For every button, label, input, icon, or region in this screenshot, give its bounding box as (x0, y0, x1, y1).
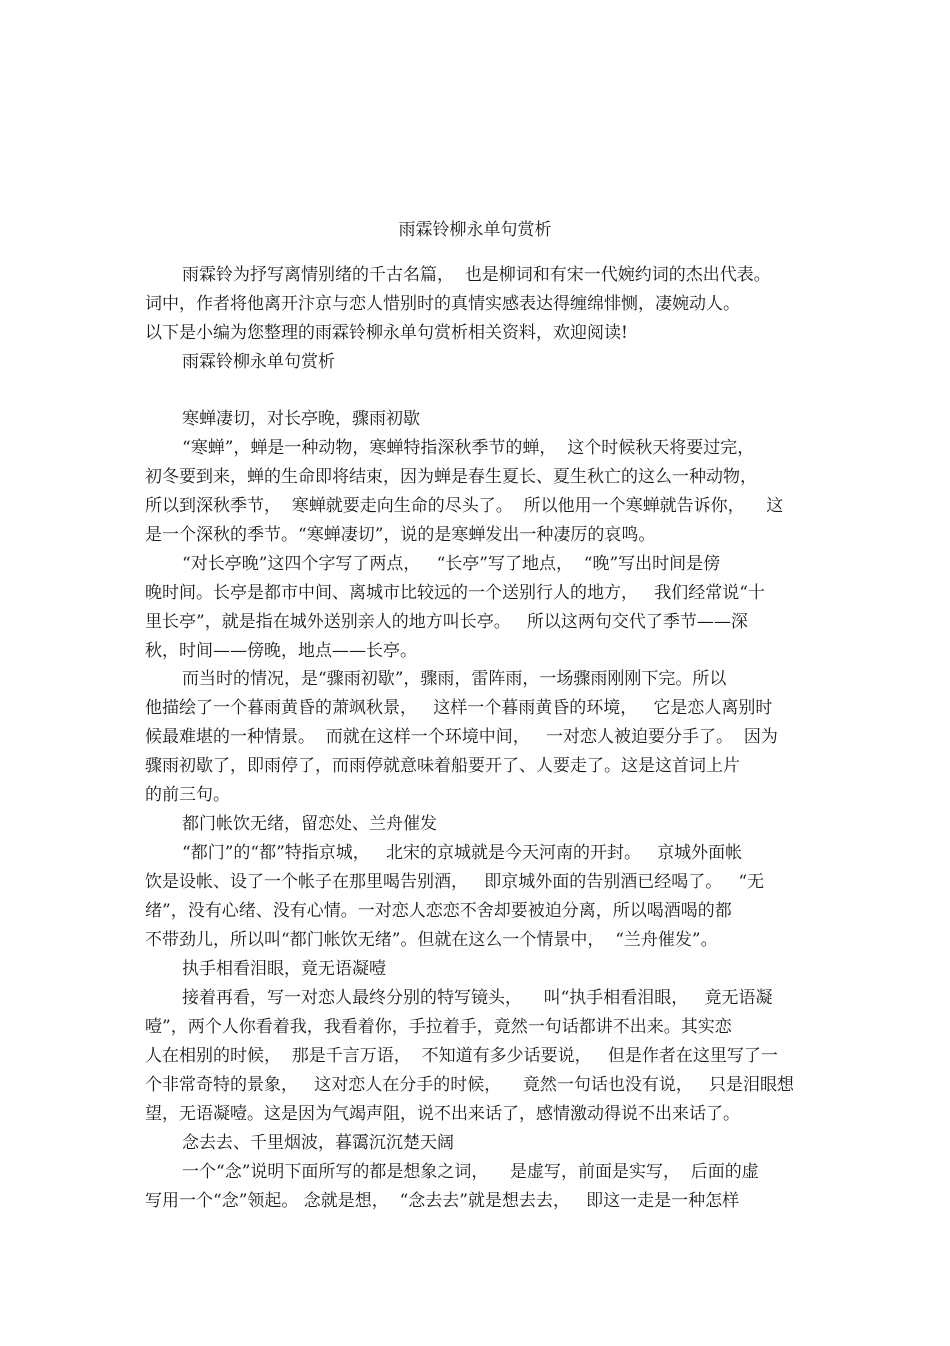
paragraph-line: 是一个深秋的季节。“寒蝉凄切”，说的是寒蝉发出一种凄厉的哀鸣。 (145, 525, 656, 545)
paragraph-line: 他描绘了一个暮雨黄昏的萧飒秋景， 这样一个暮雨黄昏的环境， 它是恋人离别时 (145, 698, 773, 718)
paragraph-line: 候最难堪的一种情景。 而就在这样一个环境中间， 一对恋人被迫要分手了。 因为 (145, 727, 778, 747)
paragraph-line: 写用一个“念”领起。 念就是想， “念去去”就是想去去， 即这一走是一种怎样 (145, 1191, 740, 1211)
paragraph-line: 词中，作者将他离开汴京与恋人惜别时的真情实感表达得缠绵悱恻，凄婉动人。 (145, 294, 740, 314)
paragraph-line: 以下是小编为您整理的雨霖铃柳永单句赏析相关资料，欢迎阅读! (145, 323, 628, 343)
subheading: 执手相看泪眼，竟无语凝噎 (182, 959, 386, 979)
paragraph-line: 初冬要到来，蝉的生命即将结束，因为蝉是春生夏长、夏生秋亡的这么一种动物， (145, 467, 757, 487)
paragraph-line: 不带劲儿，所以叫“都门帐饮无绪”。但就在这么一个情景中， “兰舟催发”。 (145, 930, 718, 950)
paragraph-line: “寒蝉”，蝉是一种动物，寒蝉特指深秋季节的蝉， 这个时候秋天将要过完， (182, 438, 755, 458)
subheading: 都门帐饮无绪，留恋处、兰舟催发 (182, 814, 437, 834)
paragraph-line: 雨霖铃为抒写离情别绪的千古名篇， 也是柳词和有宋一代婉约词的杰出代表。 (182, 265, 771, 285)
paragraph-line: “对长亭晚”这四个字写了两点， “长亭”写了地点， “晚”写出时间是傍 (182, 554, 721, 574)
subheading: 雨霖铃柳永单句赏析 (182, 352, 335, 372)
paragraph-line: 骤雨初歇了，即雨停了，而雨停就意味着船要开了、人要走了。这是这首词上片 (145, 756, 740, 776)
paragraph-line: 饮是设帐、设了一个帐子在那里喝告别酒， 即京城外面的告别酒已经喝了。 “无 (145, 872, 765, 892)
paragraph-line: 晚时间。长亭是都市中间、离城市比较远的一个送别行人的地方， 我们经常说“十 (145, 583, 765, 603)
paragraph-line: 而当时的情况，是“骤雨初歇”，骤雨，雷阵雨，一场骤雨刚刚下完。所以 (182, 669, 727, 689)
paragraph-line: 所以到深秋季节， 寒蝉就要走向生命的尽头了。 所以他用一个寒蝉就告诉你， 这 (145, 496, 784, 516)
paragraph-line: 噎”，两个人你看着我，我看着你，手拉着手，竟然一句话都讲不出来。其实恋 (145, 1017, 732, 1037)
paragraph-line: 里长亭”，就是指在城外送别亲人的地方叫长亭。 所以这两句交代了季节——深 (145, 612, 748, 632)
paragraph-line: 人在相别的时候， 那是千言万语， 不知道有多少话要说， 但是作者在这里写了一 (145, 1046, 778, 1066)
paragraph-line: 一个“念”说明下面所写的都是想象之词， 是虚写，前面是实写， 后面的虚 (182, 1162, 759, 1182)
paragraph-line: 绪”，没有心绪、没有心情。一对恋人恋恋不舍却要被迫分离，所以喝酒喝的都 (145, 901, 732, 921)
paragraph-line: 接着再看，写一对恋人最终分别的特写镜头， 叫“执手相看泪眼， 竟无语凝 (182, 988, 773, 1008)
paragraph-line: “都门”的“都”特指京城， 北宋的京城就是今天河南的开封。 京城外面帐 (182, 843, 743, 863)
subheading: 念去去、千里烟波，暮霭沉沉楚天阔 (182, 1133, 454, 1153)
subheading: 寒蝉凄切，对长亭晚，骤雨初歇 (182, 409, 420, 429)
paragraph-line: 个非常奇特的景象， 这对恋人在分手的时候， 竟然一句话也没有说， 只是泪眼想 (145, 1075, 795, 1095)
paragraph-line: 望，无语凝噎。这是因为气竭声阻，说不出来话了，感情激动得说不出来话了。 (145, 1104, 740, 1124)
paragraph-line: 的前三句。 (145, 785, 230, 805)
document-title: 雨霖铃柳永单句赏析 (398, 220, 552, 240)
paragraph-line: 秋，时间——傍晚，地点——长亭。 (145, 641, 417, 661)
